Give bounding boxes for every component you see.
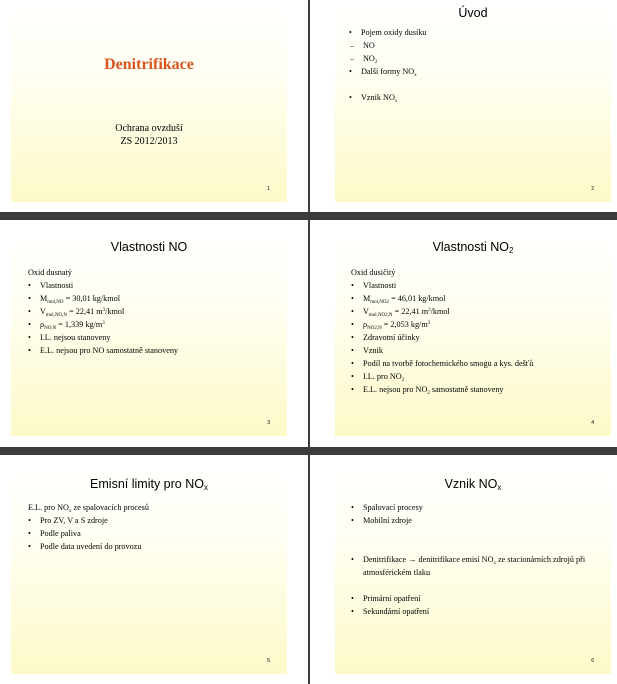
dash-item: – NO — [349, 39, 427, 52]
slide-body — [28, 266, 178, 357]
bullet-item: • E.L. nejsou pro NO samostatně stanoveny — [28, 344, 178, 357]
slide-subtitle-term: ZS 2012/2013 — [120, 136, 178, 147]
slide-subtitle-course: Ochrana ovzduší — [115, 123, 183, 134]
slide-body — [28, 501, 149, 553]
bullet-item: • $V_{mol,NO,N} = 22,41$ $m^3$/kmol — [28, 305, 178, 318]
page-number: 5 — [267, 658, 270, 664]
bullet-item: • $V_{mol,NO2,N} = 22,41$ $m^3$/kmol — [351, 305, 533, 318]
bullet-item: • I.L. nejsou stanoveny — [28, 331, 178, 344]
bullet-item: • Primární opatření — [351, 592, 599, 605]
bullet-item: • $\rho_{NO2,N} = 2,053$ $kg/m^3$ — [351, 318, 533, 331]
slide-title: Emisní limity pro $NO_x$ — [90, 477, 208, 492]
bullet-item: • Podle paliva — [28, 527, 149, 540]
slide-3[interactable] — [11, 226, 287, 436]
slide-body — [351, 501, 599, 618]
bullet-item: • Spalovací procesy — [351, 501, 599, 514]
slide-6[interactable] — [335, 461, 611, 674]
intro-line: E.L. pro $NO_x$ ze spalovacích procesů — [28, 503, 149, 514]
bullet-item: • $\rho_{NO,N} = 1,339$ $kg/m^3$ — [28, 318, 178, 331]
slide-title: Denitrifikace — [104, 56, 194, 73]
slide-title: Úvod — [458, 6, 488, 20]
slide-body — [351, 266, 533, 396]
intro-line: Oxid dusičitý — [351, 268, 396, 277]
slide-5[interactable] — [11, 461, 287, 674]
slide-separator-vertical — [308, 0, 310, 684]
slide-2[interactable] — [335, 0, 611, 202]
slide-body — [349, 26, 427, 104]
intro-line: Oxid dusnatý — [28, 268, 72, 277]
bullet-item: • Denitrifikace → denitrifikace emisí $NO_x$ ze stacionárních zdrojů při atmosférickém tlaku — [351, 553, 599, 579]
page-number: 2 — [591, 186, 594, 192]
page-number: 3 — [267, 420, 270, 426]
page-number: 6 — [591, 658, 594, 664]
page-number: 4 — [591, 420, 594, 426]
slide-title: Vlastnosti $NO_2$ — [432, 240, 514, 255]
slide-4[interactable] — [335, 226, 611, 436]
dash-item: – $NO_2$ — [349, 52, 427, 65]
bullet-item: • Podíl na tvorbě fotochemického smogu a kys. dešťů — [351, 357, 533, 370]
bullet-item: • $M_{mol,NO} = 30,01$ kg/kmol — [28, 292, 178, 305]
bullet-item: • E.L. nejsou pro $NO_2$ samostatně stanoveny — [351, 383, 533, 396]
slide-title: Vznik $NO_x$ — [444, 477, 502, 492]
page-number: 1 — [267, 186, 270, 192]
bullet-item: • Mobilní zdroje — [351, 514, 599, 527]
slide-title: Vlastnosti NO — [110, 240, 188, 254]
bullet-item: • Vlastnosti — [351, 279, 533, 292]
bullet-item: • Pro ZV, V a S zdroje — [28, 514, 149, 527]
bullet-item: • Podle data uvedení do provozu — [28, 540, 149, 553]
bullet-item: • Zdravotní účinky — [351, 331, 533, 344]
bullet-item: • $M_{mol,NO2} = 46,01$ kg/kmol — [351, 292, 533, 305]
bullet-item: • I.L. pro $NO_2$ — [351, 370, 533, 383]
bullet-item: • Vznik $NO_x$ — [349, 91, 427, 104]
bullet-item: • Pojem oxidy dusíku — [349, 26, 427, 39]
bullet-item: • Další formy $NO_x$ — [349, 65, 427, 78]
slide-1[interactable] — [11, 0, 287, 202]
bullet-item: • Vznik — [351, 344, 533, 357]
bullet-item: • Vlastnosti — [28, 279, 178, 292]
bullet-item: • Sekundární opatření — [351, 605, 599, 618]
